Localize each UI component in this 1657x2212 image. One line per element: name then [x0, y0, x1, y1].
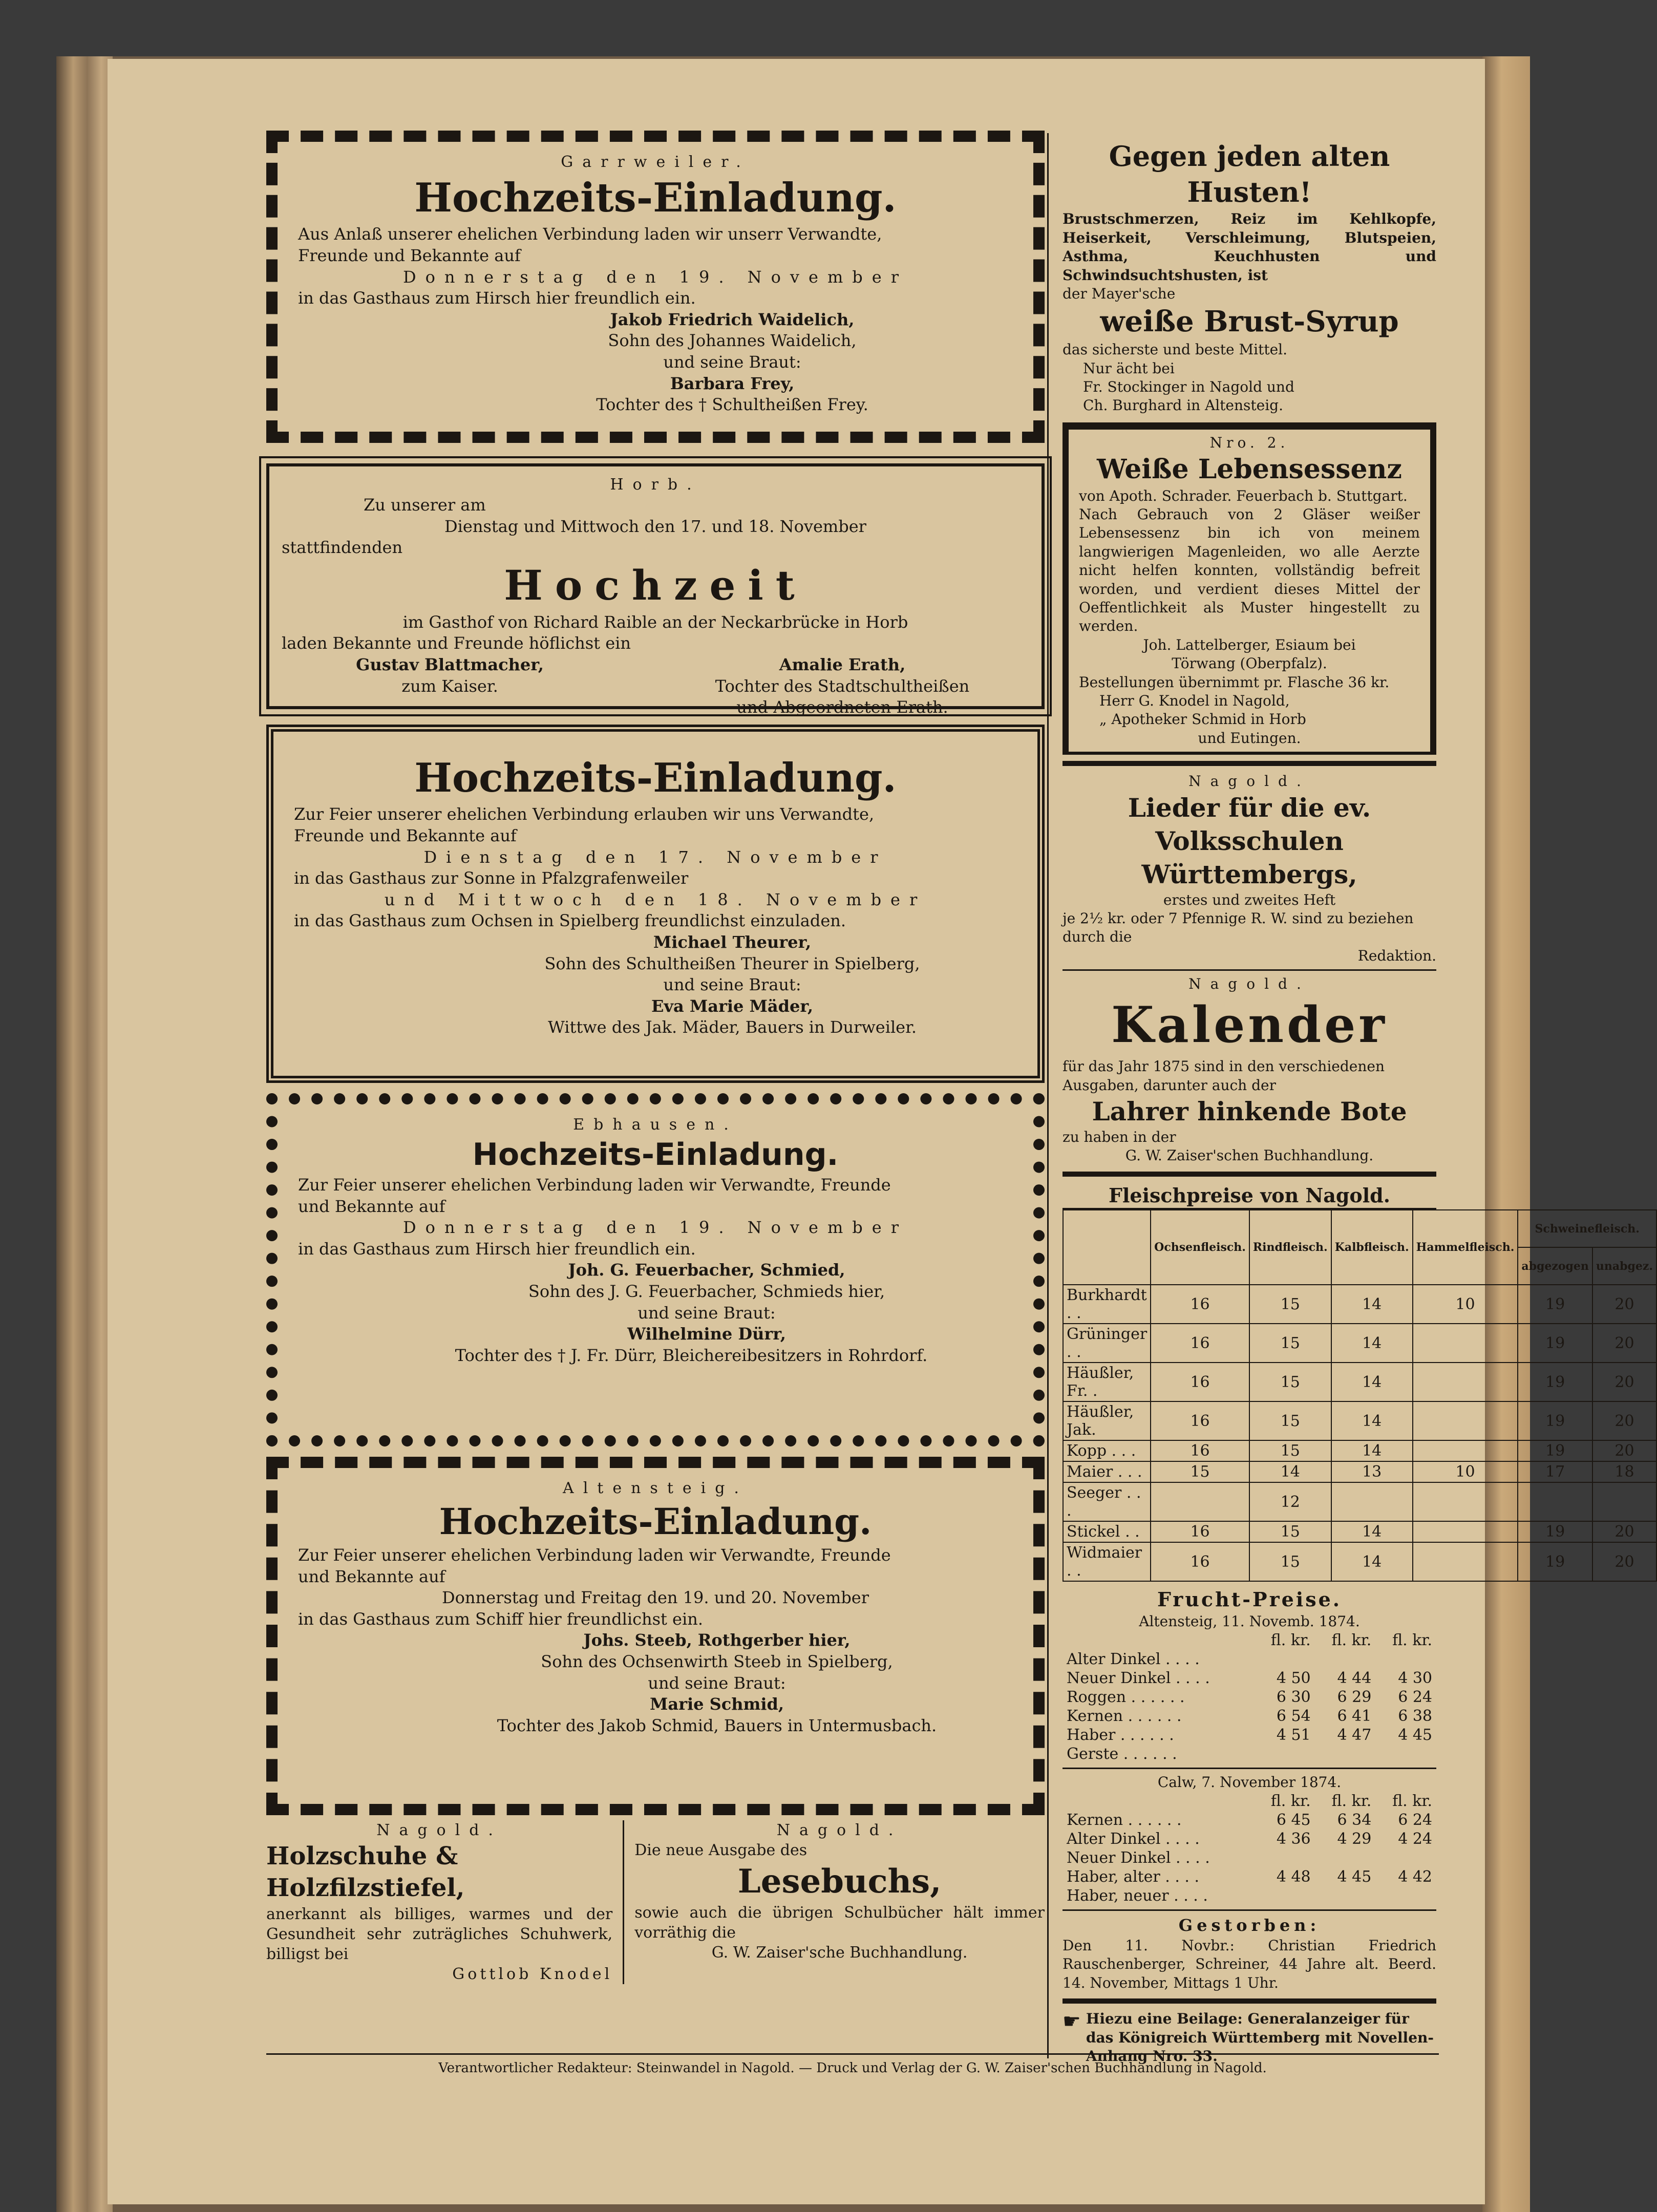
text: je 2½ kr. oder 7 Pfennige R. W. sind zu beziehen durch die: [1063, 909, 1414, 946]
price-cell: 14: [1331, 1521, 1413, 1542]
ad-kalender: [1063, 975, 1436, 1165]
date: Dienstag den 17. November: [423, 847, 887, 867]
number: Nro. 2.: [1209, 434, 1289, 451]
product: Lahrer hinkende Bote: [1092, 1096, 1407, 1127]
signature: G. W. Zaiser'schen Buchhandlung.: [1125, 1147, 1374, 1164]
price-cell: 4 29: [1337, 1830, 1372, 1848]
groom-detail: zum Kaiser.: [401, 676, 498, 696]
text: Nur ächt bei: [1083, 359, 1175, 377]
butcher-name: Kopp . . .: [1063, 1440, 1151, 1461]
groom-detail: Sohn des Schultheißen Theurer in Spielberg,: [544, 953, 920, 973]
table-row: [1063, 1811, 1436, 1830]
bride-detail: Tochter des Stadtschultheißen: [715, 676, 970, 696]
ad-ebhausen: [266, 1093, 1045, 1447]
unit: fl. kr.: [1331, 1631, 1372, 1650]
price-cell: 15: [1151, 1461, 1249, 1482]
ad-garrweiler: [266, 131, 1045, 443]
price-cell: 14: [1331, 1285, 1413, 1324]
price-cell: 4 48: [1276, 1868, 1311, 1886]
price-cell: 15: [1249, 1363, 1331, 1401]
title: Gegen jeden alten Husten!: [1109, 140, 1390, 209]
text: Bestellungen übernimmt pr. Flasche 36 kr.: [1079, 673, 1390, 691]
divider: [1063, 1768, 1436, 1769]
title: Kalender: [1111, 996, 1388, 1054]
bride-detail: Wittwe des Jak. Mäder, Bauers in Durweiler.: [547, 1017, 917, 1037]
price-cell: [1254, 1848, 1315, 1867]
price-cell: 6 30: [1276, 1688, 1311, 1707]
blank: [1063, 1631, 1254, 1650]
price-cell: [1375, 1650, 1436, 1669]
price-cell: 19: [1518, 1401, 1592, 1440]
left-column: [266, 131, 1045, 1984]
divider: [1063, 1998, 1436, 2004]
price-cell: [1592, 1482, 1656, 1521]
price-cell: 4 47: [1337, 1726, 1372, 1745]
price-cell: 13: [1331, 1461, 1413, 1482]
price-cell: 6 24: [1398, 1688, 1432, 1707]
bride-intro: und seine Braut:: [648, 1673, 786, 1693]
place: Nagold.: [1188, 975, 1310, 993]
date: Donnerstag und Freitag den 19. und 20. November: [441, 1588, 869, 1608]
text: Die neue Ausgabe des: [634, 1841, 808, 1859]
table-row: [1063, 1440, 1656, 1461]
price-cell: 19: [1518, 1363, 1592, 1401]
butcher-name: Häußler, Fr. .: [1063, 1363, 1151, 1401]
col-header: unabgez.: [1592, 1247, 1656, 1285]
price-cell: [1315, 1848, 1376, 1867]
text: laden Bekannte und Freunde höflichst ein: [282, 633, 631, 653]
bride-name: Amalie Erath,: [779, 654, 906, 674]
title: Weiße Lebensessenz: [1097, 454, 1402, 485]
text: Zur Feier unserer ehelichen Verbindung laden wir Verwandte, Freunde: [298, 1175, 891, 1195]
table-row: [1063, 1848, 1436, 1867]
text: im Gasthof von Richard Raible an der Neckarbrücke in Horb: [402, 612, 908, 632]
date: und Mittwoch den 18. November: [384, 889, 927, 909]
text: Dienstag und Mittwoch den 17. und 18. November: [444, 516, 866, 536]
bride-name: Eva Marie Mäder,: [651, 996, 814, 1016]
signature: G. W. Zaiser'sche Buchhandlung.: [711, 1944, 968, 1962]
grain-name: Neuer Dinkel . . . .: [1067, 1669, 1210, 1688]
price-cell: 12: [1249, 1482, 1331, 1521]
price-cell: 6 29: [1337, 1688, 1372, 1707]
price-cell: [1375, 1745, 1436, 1763]
price-cell: 19: [1518, 1324, 1592, 1363]
price-cell: [1254, 1650, 1315, 1669]
next-page-edge: [1482, 56, 1530, 2212]
bride-detail: Tochter des † Schultheißen Frey.: [596, 395, 868, 415]
price-cell: 4 45: [1337, 1868, 1372, 1886]
dealer: Herr G. Knodel in Nagold,: [1099, 692, 1290, 709]
date: Calw, 7. November 1874.: [1157, 1774, 1342, 1791]
table-row: [1063, 1707, 1436, 1726]
meat-price-table: [1063, 1209, 1657, 1582]
price-cell: 16: [1151, 1440, 1249, 1461]
price-cell: 15: [1249, 1542, 1331, 1581]
table-row: [1063, 1461, 1656, 1482]
price-cell: 6 38: [1398, 1707, 1432, 1726]
table-row: [1063, 1867, 1436, 1886]
unit: fl. kr.: [1270, 1792, 1311, 1811]
groom-name: Michael Theurer,: [653, 932, 812, 952]
text: für das Jahr 1875 sind in den verschiedenen Ausgaben, darunter auch der: [1063, 1058, 1385, 1094]
table-row: [1063, 1650, 1436, 1669]
price-cell: 16: [1151, 1363, 1249, 1401]
bride-detail: und Abgeordneten Erath.: [736, 697, 948, 717]
title: Hochzeits-Einladung.: [472, 1137, 839, 1173]
text: anerkannt als billiges, warmes und der Gesundheit sehr zuträgliches Schuhwerk, billigst bei: [266, 1905, 613, 1963]
butcher-name: Maier . . .: [1063, 1461, 1151, 1482]
price-cell: [1413, 1440, 1518, 1461]
grain-name: Kernen . . . . . .: [1067, 1811, 1182, 1830]
divider: [1063, 1172, 1436, 1177]
unit: fl. kr.: [1392, 1631, 1432, 1650]
price-cell: 6 41: [1337, 1707, 1372, 1726]
fruchtpreise: [1063, 1587, 1436, 1905]
groom-detail: Sohn des J. G. Feuerbacher, Schmieds hier,: [528, 1281, 885, 1301]
text: in das Gasthaus zum Hirsch hier freundlich ein.: [298, 288, 696, 308]
price-cell: 20: [1592, 1440, 1656, 1461]
butcher-name: Widmaier . .: [1063, 1542, 1151, 1581]
text: von Apoth. Schrader. Feuerbach b. Stuttgart.: [1079, 487, 1408, 504]
butcher-name: Grüninger . .: [1063, 1324, 1151, 1363]
price-cell: 19: [1518, 1521, 1592, 1542]
table-row: [1063, 1324, 1656, 1363]
bride-intro: und seine Braut:: [638, 1303, 776, 1323]
price-cell: 4 30: [1398, 1669, 1432, 1688]
text: Zu unserer am: [364, 495, 486, 515]
ad-lebensessenz: [1063, 422, 1436, 755]
table-row: [1063, 1688, 1436, 1707]
group-header: Schweinefleisch.: [1518, 1210, 1656, 1247]
ad-lesebuch: [624, 1820, 1045, 1984]
unit: fl. kr.: [1331, 1792, 1372, 1811]
grain-name: Alter Dinkel . . . .: [1067, 1830, 1200, 1848]
col-header: Kalbfleisch.: [1331, 1210, 1413, 1285]
table-row: [1063, 1726, 1436, 1745]
price-cell: 15: [1249, 1440, 1331, 1461]
text: in das Gasthaus zum Schiff hier freundlichst ein.: [298, 1609, 703, 1629]
price-cell: 15: [1249, 1401, 1331, 1440]
title: Gestorben:: [1178, 1916, 1321, 1936]
price-cell: 18: [1592, 1461, 1656, 1482]
text: Zur Feier unserer ehelichen Verbindung erlauben wir uns Verwandte,: [294, 804, 875, 824]
table-row: [1063, 1745, 1436, 1763]
price-cell: [1254, 1886, 1315, 1905]
price-cell: 15: [1249, 1285, 1331, 1324]
text: in das Gasthaus zur Sonne in Pfalzgrafenweiler: [294, 868, 689, 888]
price-cell: [1413, 1521, 1518, 1542]
ad-lieder: [1063, 772, 1436, 965]
price-cell: 6 54: [1276, 1707, 1311, 1726]
table-row: [1063, 1285, 1656, 1324]
price-cell: 20: [1592, 1401, 1656, 1440]
unit: fl. kr.: [1392, 1792, 1432, 1811]
price-cell: [1413, 1363, 1518, 1401]
table-row: [1063, 1542, 1656, 1581]
title: Hochzeits-Einladung.: [439, 1500, 872, 1543]
text: zu haben in der: [1063, 1129, 1176, 1146]
grain-price-table-2: [1063, 1792, 1436, 1905]
signature: Joh. Lattelberger, Esiaum bei: [1143, 636, 1356, 653]
place: Garrweiler.: [561, 153, 750, 171]
signature: Gottlob Knodel: [452, 1965, 613, 1983]
bride-name: Wilhelmine Dürr,: [627, 1324, 786, 1344]
ad-holzschuhe: [266, 1820, 624, 1984]
price-cell: 10: [1413, 1461, 1518, 1482]
header-blank: [1063, 1210, 1151, 1285]
price-cell: [1518, 1482, 1592, 1521]
ad-horb: [266, 463, 1045, 717]
seller: Fr. Stockinger in Nagold und: [1083, 378, 1294, 395]
place: Altensteig.: [563, 1479, 748, 1497]
pointing-hand-icon: ☛: [1063, 2010, 1081, 2034]
divider: [1063, 761, 1436, 766]
table-row: [1063, 1521, 1656, 1542]
price-cell: 17: [1518, 1461, 1592, 1482]
place: Ebhausen.: [573, 1116, 738, 1134]
grain-name: Roggen . . . . . .: [1067, 1688, 1185, 1707]
col-header: Rindfleisch.: [1249, 1210, 1331, 1285]
title: Lesebuchs,: [737, 1862, 942, 1901]
price-cell: 16: [1151, 1285, 1249, 1324]
price-cell: 4 50: [1276, 1669, 1311, 1688]
bride-detail: Tochter des † J. Fr. Dürr, Bleichereibesitzers in Rohrdorf.: [455, 1345, 928, 1365]
text: Den 11. Novbr.: Christian Friedrich Rauschenberger, Schreiner, 44 Jahre alt. Beerd. 14. November, Mittags 1 Uhr.: [1063, 1937, 1436, 1991]
ad-spielberg: [266, 725, 1045, 1083]
bride-intro: und seine Braut:: [663, 352, 801, 372]
price-cell: 20: [1592, 1285, 1656, 1324]
price-cell: [1331, 1482, 1413, 1521]
groom-name: Joh. G. Feuerbacher, Schmied,: [568, 1260, 845, 1280]
grain-name: Kernen . . . . . .: [1067, 1707, 1182, 1726]
date: Donnerstag den 19. November: [403, 267, 908, 287]
text: stattfindenden: [282, 538, 403, 558]
column-rule: [1047, 133, 1049, 2058]
text: in das Gasthaus zum Ochsen in Spielberg freundlichst einzuladen.: [294, 911, 846, 931]
price-cell: [1413, 1401, 1518, 1440]
col-header: abgezogen: [1518, 1247, 1592, 1285]
bride-detail: Tochter des Jakob Schmid, Bauers in Untermusbach.: [497, 1715, 937, 1735]
price-cell: 6 45: [1276, 1811, 1311, 1830]
grain-name: Alter Dinkel . . . .: [1067, 1650, 1200, 1669]
text: Nach Gebrauch von 2 Gläser weißer Lebensessenz bin ich von meinem langwierigen Magenleiden, wo alle Aerzte nicht helfen konnten, vollständig befreit worden, und verdient dieses Mittel der Oeffentlichkeit als Muster hingestellt zu werden.: [1079, 506, 1420, 635]
table-row: [1063, 1363, 1656, 1401]
place: Nagold.: [776, 1821, 903, 1839]
product: weiße Brust-Syrup: [1100, 305, 1399, 339]
bride-name: Barbara Frey,: [670, 373, 795, 393]
footer: [266, 2053, 1439, 2077]
price-cell: [1315, 1745, 1376, 1763]
signature: Redaktion.: [1357, 947, 1436, 964]
grain-name: Gerste . . . . . .: [1067, 1745, 1177, 1763]
text: Zur Feier unserer ehelichen Verbindung laden wir Verwandte, Freunde: [298, 1545, 891, 1565]
price-cell: 19: [1518, 1440, 1592, 1461]
text: sowie auch die übrigen Schulbücher hält immer vorräthig die: [634, 1904, 1045, 1942]
book-page-edges: [56, 56, 113, 2212]
price-cell: 16: [1151, 1542, 1249, 1581]
date: Altensteig, 11. Novemb. 1874.: [1139, 1612, 1360, 1630]
fleischpreise: [1063, 1183, 1653, 1582]
groom-detail: Sohn des Ochsenwirth Steeb in Spielberg,: [541, 1651, 893, 1671]
price-cell: 4 42: [1398, 1868, 1432, 1886]
butcher-name: Stickel . .: [1063, 1521, 1151, 1542]
price-cell: 4 45: [1398, 1726, 1432, 1745]
table-row: [1063, 1830, 1436, 1848]
butcher-name: Seeger . . .: [1063, 1482, 1151, 1521]
price-cell: 15: [1249, 1324, 1331, 1363]
text: Aus Anlaß unserer ehelichen Verbindung laden wir unserr Verwandte,: [298, 224, 882, 244]
ad-altensteig: [266, 1457, 1045, 1815]
bride-intro: und seine Braut:: [663, 975, 801, 995]
gestorben: [1063, 1915, 1436, 1992]
grain-name: Haber . . . . . .: [1067, 1726, 1174, 1745]
grain-name: Neuer Dinkel . . . .: [1067, 1849, 1210, 1867]
price-cell: 20: [1592, 1542, 1656, 1581]
title: Hochzeits-Einladung.: [414, 175, 897, 221]
table-row: [1063, 1886, 1436, 1905]
dealer: und Eutingen.: [1198, 729, 1301, 747]
right-column: [1063, 138, 1653, 2066]
groom-detail: Sohn des Johannes Waidelich,: [608, 331, 857, 351]
place: Nagold.: [1188, 773, 1310, 790]
price-cell: [1375, 1848, 1436, 1867]
price-cell: 14: [1249, 1461, 1331, 1482]
price-cell: 14: [1331, 1324, 1413, 1363]
ad-husten: [1063, 138, 1436, 415]
price-cell: 20: [1592, 1324, 1656, 1363]
price-cell: 6 24: [1398, 1811, 1432, 1830]
table-row: [1063, 1669, 1436, 1688]
text: in das Gasthaus zum Hirsch hier freundlich ein.: [298, 1239, 696, 1259]
grain-price-table-1: [1063, 1631, 1436, 1763]
price-cell: 14: [1331, 1440, 1413, 1461]
price-cell: 10: [1413, 1285, 1518, 1324]
footer-text: Verantwortlicher Redakteur: Steinwandel in Nagold. — Druck und Verlag der G. W. Zaiser'schen Buchhandlung in Nagold.: [438, 2060, 1267, 2076]
price-cell: 4 24: [1398, 1830, 1432, 1848]
text: Freunde und Bekannte auf: [294, 825, 517, 845]
divider: [1063, 1909, 1436, 1911]
price-cell: [1254, 1745, 1315, 1763]
signature: Törwang (Oberpfalz).: [1172, 655, 1327, 672]
blank: [1063, 1792, 1254, 1811]
text: und Bekannte auf: [298, 1196, 445, 1216]
text: Brustschmerzen, Reiz im Kehlkopfe, Heiserkeit, Verschleimung, Blutspeien, Asthma, Keuchhusten und Schwindsuchtshusten, ist: [1063, 210, 1436, 284]
text: das sicherste und beste Mittel.: [1063, 341, 1288, 358]
col-header: Ochsenfleisch.: [1151, 1210, 1249, 1285]
butcher-name: Burkhardt . .: [1063, 1285, 1151, 1324]
price-cell: [1413, 1542, 1518, 1581]
price-cell: 14: [1331, 1363, 1413, 1401]
seller: Ch. Burghard in Altensteig.: [1083, 397, 1284, 414]
price-cell: [1315, 1650, 1376, 1669]
butcher-name: Häußler, Jak.: [1063, 1401, 1151, 1440]
text: und Bekannte auf: [298, 1566, 445, 1586]
bottom-ads: [266, 1820, 1045, 1984]
groom-name: Johs. Steeb, Rothgerber hier,: [583, 1630, 851, 1650]
title: Fleischpreise von Nagold.: [1063, 1183, 1436, 1209]
place: Nagold.: [376, 1821, 502, 1839]
table-row: [1063, 1401, 1656, 1440]
dealer: „ Apotheker Schmid in Horb: [1099, 711, 1306, 728]
title: Hochzeit: [504, 561, 807, 609]
price-cell: [1375, 1886, 1436, 1905]
title: Lieder für die ev. Volksschulen Württembergs,: [1128, 792, 1371, 889]
bride-name: Marie Schmid,: [649, 1694, 784, 1714]
price-cell: [1413, 1482, 1518, 1521]
text: Hiezu eine Beilage: Generalanzeiger für das Königreich Württemberg mit Novellen-Anhang Nro. 33.: [1086, 2010, 1434, 2065]
price-cell: 16: [1151, 1324, 1249, 1363]
price-cell: 14: [1331, 1401, 1413, 1440]
price-cell: [1151, 1482, 1249, 1521]
price-cell: [1315, 1886, 1376, 1905]
price-cell: 20: [1592, 1521, 1656, 1542]
price-cell: 4 51: [1276, 1726, 1311, 1745]
price-cell: 14: [1331, 1542, 1413, 1581]
text: Freunde und Bekannte auf: [298, 245, 521, 265]
grain-name: Haber, neuer . . . .: [1067, 1887, 1208, 1905]
groom-name: Gustav Blattmacher,: [356, 654, 544, 674]
price-cell: 16: [1151, 1521, 1249, 1542]
price-cell: [1413, 1324, 1518, 1363]
date: Donnerstag den 19. November: [403, 1218, 908, 1238]
groom-name: Jakob Friedrich Waidelich,: [610, 309, 855, 329]
place: Horb.: [610, 476, 701, 494]
price-cell: 6 34: [1337, 1811, 1372, 1830]
price-cell: 16: [1151, 1401, 1249, 1440]
table-row: [1063, 1482, 1656, 1521]
title: Hochzeits-Einladung.: [414, 755, 897, 801]
col-header: Hammelfleisch.: [1413, 1210, 1518, 1285]
price-cell: 20: [1592, 1363, 1656, 1401]
price-cell: 15: [1249, 1521, 1331, 1542]
price-cell: 4 36: [1276, 1830, 1311, 1848]
price-cell: 19: [1518, 1542, 1592, 1581]
title: Holzschuhe & Holzfilzstiefel,: [266, 1842, 465, 1903]
text: der Mayer'sche: [1063, 285, 1176, 302]
unit: fl. kr.: [1270, 1631, 1311, 1650]
divider: [1063, 969, 1436, 971]
grain-name: Haber, alter . . . .: [1067, 1868, 1200, 1886]
title: Frucht-Preise.: [1157, 1588, 1342, 1611]
text: erstes und zweites Heft: [1163, 891, 1336, 908]
price-cell: 4 44: [1337, 1669, 1372, 1688]
price-cell: 19: [1518, 1285, 1592, 1324]
